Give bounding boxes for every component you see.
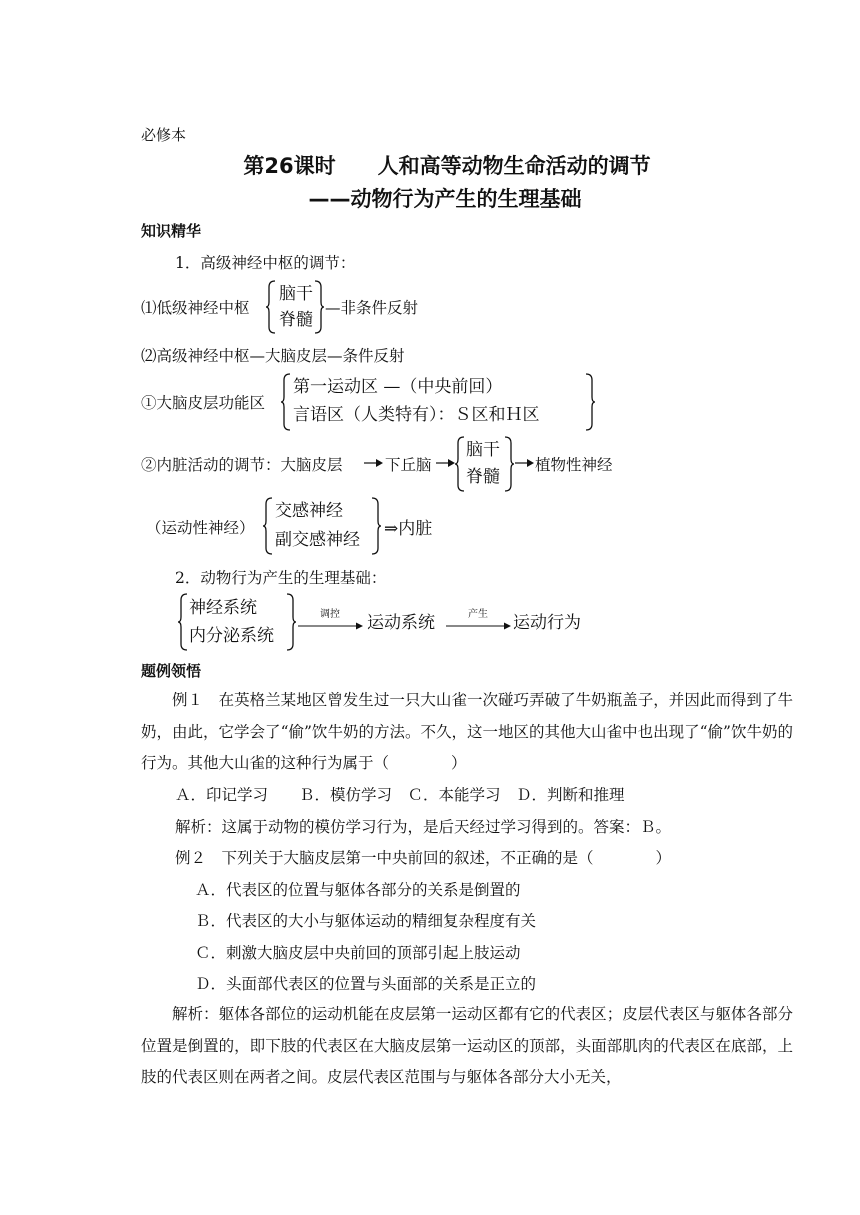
item-2-heading: 2．动物行为产生的生理基础： bbox=[175, 569, 387, 587]
behavior-mid: 运动系统 bbox=[367, 613, 435, 633]
example-2-option-d: Ｄ．头面部代表区的位置与头面部的关系是正立的 bbox=[195, 975, 537, 993]
list-item: 副交感神经 bbox=[275, 530, 360, 550]
left-brace-icon bbox=[177, 593, 189, 651]
right-brace-icon bbox=[370, 497, 382, 555]
viscera-items bbox=[466, 437, 500, 491]
motor-items bbox=[275, 497, 360, 555]
list-item: 言语区（人类特有）：Ｓ区和Ｈ区 bbox=[293, 405, 540, 425]
page-subtitle: ——动物行为产生的生理基础 bbox=[308, 187, 582, 211]
viscera-mid: 下丘脑 bbox=[385, 456, 432, 474]
arrow-label-regulate: 调控 bbox=[320, 609, 340, 620]
right-brace-icon bbox=[313, 280, 325, 334]
list-item: 神经系统 bbox=[189, 598, 257, 618]
example-1-analysis: 解析：这属于动物的模仿学习行为，是后天经过学习得到的。答案：Ｂ。 bbox=[175, 818, 672, 836]
example-2-question: 例２ 下列关于大脑皮层第一中央前回的叙述，不正确的是（ ） bbox=[175, 849, 672, 867]
item-1-heading: 1．高级神经中枢的调节： bbox=[175, 254, 356, 272]
left-brace-icon bbox=[262, 497, 274, 555]
example-2-option-c: Ｃ．刺激大脑皮层中央前回的顶部引起上肢运动 bbox=[195, 944, 521, 962]
list-item: 交感神经 bbox=[275, 501, 343, 521]
right-brace-icon bbox=[584, 373, 596, 431]
example-2-option-b: Ｂ．代表区的大小与躯体运动的精细复杂程度有关 bbox=[195, 912, 537, 930]
behavior-result: 运动行为 bbox=[513, 613, 581, 633]
left-brace-icon bbox=[454, 436, 466, 492]
list-item: 脑干 bbox=[466, 440, 500, 460]
viscera-result: 植物性神经 bbox=[535, 456, 613, 474]
section-heading-examples: 题例领悟 bbox=[141, 662, 202, 680]
left-brace-icon bbox=[280, 373, 292, 431]
example-1-options: Ａ．印记学习 Ｂ．模仿学习 Ｃ．本能学习 Ｄ．判断和推理 bbox=[175, 786, 625, 804]
book-label: 必修本 bbox=[141, 126, 187, 144]
list-item: 第一运动区 —（中央前回） bbox=[293, 377, 503, 397]
arrow-icon bbox=[436, 455, 456, 473]
high-center-line: ⑵高级神经中枢—大脑皮层—条件反射 bbox=[141, 347, 405, 365]
right-brace-icon bbox=[503, 436, 515, 492]
section-heading-knowledge: 知识精华 bbox=[141, 222, 202, 240]
right-brace-icon bbox=[285, 593, 297, 651]
cortex-items bbox=[293, 373, 540, 429]
behavior-items bbox=[189, 594, 274, 650]
low-center-result: —非条件反射 bbox=[325, 299, 419, 317]
arrow-icon bbox=[515, 455, 535, 473]
low-center-items bbox=[279, 281, 313, 333]
low-center-label: ⑴低级神经中枢 bbox=[141, 299, 250, 317]
motor-result: ⇒内脏 bbox=[384, 519, 433, 539]
list-item: 脑干 bbox=[279, 284, 313, 304]
example-1-question: 例１ 在英格兰某地区曾发生过一只大山雀一次碰巧弄破了牛奶瓶盖子，并因此而得到了牛奶，由此，它学会了“偷”饮牛奶的方法。不久，这一地区的其他大山雀中也出现了“偷”饮牛奶的行为。其他大山雀的这种行为属于（ ） bbox=[141, 691, 793, 772]
list-item: 脊髓 bbox=[466, 467, 500, 487]
example-2-option-a: Ａ．代表区的位置与躯体各部分的关系是倒置的 bbox=[195, 881, 521, 899]
list-item: 脊髓 bbox=[279, 310, 313, 330]
cortex-label: ①大脑皮层功能区 bbox=[141, 394, 266, 412]
long-arrow-icon bbox=[298, 617, 364, 635]
list-item: 内分泌系统 bbox=[189, 626, 274, 646]
left-brace-icon bbox=[265, 280, 277, 334]
arrow-label-produce: 产生 bbox=[468, 609, 488, 620]
motor-label: （运动性神经） bbox=[146, 519, 255, 537]
example-2-analysis: 解析：躯体各部位的运动机能在皮层第一运动区都有它的代表区；皮层代表区与躯体各部分位置是倒置的，即下肢的代表区在大脑皮层第一运动区的顶部，头面部肌肉的代表区在底部，上肢的代表区则在两者之间。皮层代表区范围与与躯体各部分大小无关， bbox=[141, 1005, 793, 1086]
viscera-label: ②内脏活动的调节：大脑皮层 bbox=[141, 456, 343, 474]
arrow-icon bbox=[364, 455, 384, 473]
page-title: 第26课时 人和高等动物生命活动的调节 bbox=[243, 154, 651, 178]
long-arrow-icon bbox=[446, 617, 512, 635]
